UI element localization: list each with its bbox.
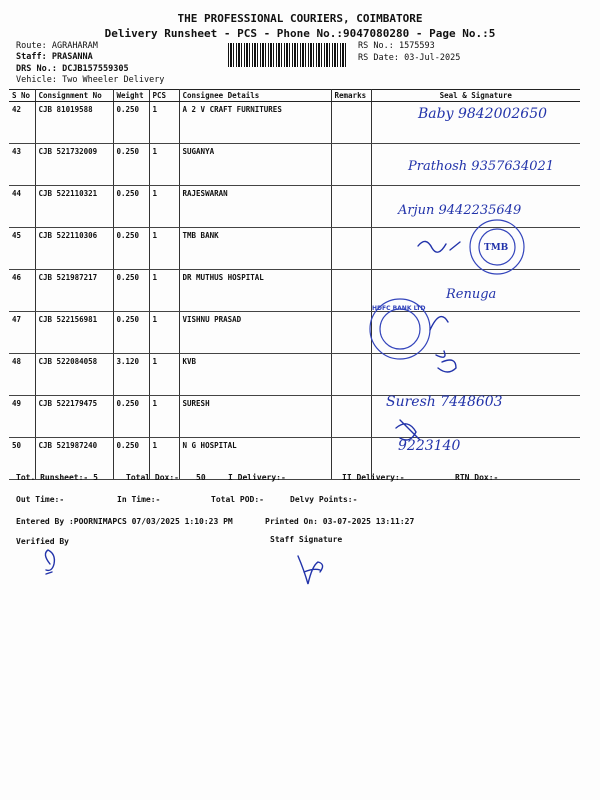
cell-sno: 46: [9, 270, 35, 312]
cell-pcs: 1: [149, 228, 179, 270]
cell-pcs: 1: [149, 312, 179, 354]
cell-consignee: SUGANYA: [179, 144, 331, 186]
drs-label: DRS No.:: [16, 64, 57, 74]
scribble-row-45: [418, 241, 460, 252]
cell-consignee: RAJESWARAN: [179, 186, 331, 228]
cell-weight: 0.250: [113, 144, 149, 186]
cell-sno: 45: [9, 228, 35, 270]
cell-weight: 0.250: [113, 228, 149, 270]
rs-no-value: 1575593: [398, 41, 435, 51]
staff-label: Staff:: [16, 52, 47, 62]
cell-consignee: A 2 V CRAFT FURNITURES: [179, 102, 331, 144]
vehicle-label: Vehicle:: [16, 75, 57, 85]
cell-sno: 50: [9, 438, 35, 480]
signature-row-46: Renuga: [446, 287, 497, 302]
rs-no-label: RS No.:: [358, 41, 394, 51]
cell-weight: 0.250: [113, 438, 149, 480]
printed-on: Printed On: 03-07-2025 13:11:27: [265, 517, 415, 526]
staff-signature: Staff Signature: [270, 535, 343, 544]
total-dox-value: 50: [196, 473, 206, 482]
cell-consignee: TMB BANK: [179, 228, 331, 270]
cell-consignment-no: CJB 522156981: [35, 312, 113, 354]
cell-consignment-no: CJB 522084058: [35, 354, 113, 396]
cell-sno: 44: [9, 186, 35, 228]
rs-date-value: 03-Jul-2025: [404, 53, 461, 63]
delvy-points: Delvy Points:-: [290, 495, 358, 504]
signature-row-43: Prathosh 9357634021: [408, 159, 555, 174]
staff-value: PRASANNA: [51, 52, 93, 62]
verified-signature-icon: [45, 550, 54, 574]
cell-consignee: VISHNU PRASAD: [179, 312, 331, 354]
col-sno: S No: [9, 90, 35, 102]
cell-pcs: 1: [149, 438, 179, 480]
cell-consignee: KVB: [179, 354, 331, 396]
total-pod: Total POD:-: [211, 495, 264, 504]
cell-consignee: N G HOSPITAL: [179, 438, 331, 480]
scribble-row-47: [430, 317, 448, 358]
cell-sno: 43: [9, 144, 35, 186]
staff-signature-icon: [298, 556, 323, 584]
cell-pcs: 1: [149, 396, 179, 438]
cell-weight: 0.250: [113, 396, 149, 438]
rtn-dox: RTN Dox:-: [455, 473, 499, 482]
cell-consignment-no: CJB 521987240: [35, 438, 113, 480]
cell-sno: 47: [9, 312, 35, 354]
scribble-row-50: [396, 420, 420, 440]
stamp-hdfc-inner-icon: [380, 309, 420, 349]
cell-sno: 49: [9, 396, 35, 438]
total-dox-label: Total Dox:-: [126, 473, 179, 482]
signature-row-49: Suresh 7448603: [386, 394, 503, 410]
col-pcs: PCS: [149, 90, 179, 102]
verified-by: Verified By: [16, 537, 69, 546]
company-title: THE PROFESSIONAL COURIERS, COIMBATORE: [177, 12, 423, 25]
entered-by: Entered By :POORNIMAPCS 07/03/2025 1:10:23 PM: [16, 517, 233, 526]
col-consignee: Consignee Details: [179, 90, 331, 102]
route-label: Route:: [16, 41, 47, 51]
stamp-hdfc-text: HDFC BANK LTD: [372, 305, 426, 312]
signature-row-44: Arjun 9442235649: [398, 203, 522, 218]
cell-pcs: 1: [149, 144, 179, 186]
col-weight: Weight: [113, 90, 149, 102]
cell-pcs: 1: [149, 102, 179, 144]
cell-pcs: 1: [149, 354, 179, 396]
cell-pcs: 1: [149, 186, 179, 228]
cell-consignment-no: CJB 521987217: [35, 270, 113, 312]
cell-weight: 0.250: [113, 102, 149, 144]
cell-weight: 3.120: [113, 354, 149, 396]
rs-date-label: RS Date:: [358, 53, 399, 63]
cell-consignment-no: CJB 521732009: [35, 144, 113, 186]
signature-row-42: Baby 9842002650: [418, 106, 548, 122]
cell-consignment-no: CJB 522110306: [35, 228, 113, 270]
col-seal-signature: Seal & Signature: [371, 90, 580, 102]
cell-consignment-no: CJB 81019588: [35, 102, 113, 144]
cell-sno: 48: [9, 354, 35, 396]
drs-value: DCJB157559305: [62, 64, 129, 74]
cell-weight: 0.250: [113, 186, 149, 228]
signature-row-50: 9223140: [398, 438, 461, 454]
ii-delivery: II Delivery:-: [342, 473, 405, 482]
cell-consignment-no: CJB 522110321: [35, 186, 113, 228]
cell-consignee: SURESH: [179, 396, 331, 438]
tot-runsheet: Tot. Runsheet:- 5: [16, 473, 98, 482]
vehicle-value: Two Wheeler Delivery: [62, 75, 165, 85]
cell-consignment-no: CJB 522179475: [35, 396, 113, 438]
cell-pcs: 1: [149, 270, 179, 312]
cell-weight: 0.250: [113, 270, 149, 312]
in-time: In Time:-: [117, 495, 161, 504]
stamp-tmb-text: TMB: [484, 243, 509, 253]
route-value: AGRAHARAM: [51, 41, 98, 51]
cell-sno: 42: [9, 102, 35, 144]
cell-consignee: DR MUTHUS HOSPITAL: [179, 270, 331, 312]
out-time: Out Time:-: [16, 495, 65, 504]
col-remarks: Remarks: [331, 90, 371, 102]
i-delivery: I Delivery:-: [228, 473, 286, 482]
scribble-row-48: [438, 360, 456, 372]
cell-weight: 0.250: [113, 312, 149, 354]
col-consignment: Consignment No: [35, 90, 113, 102]
runsheet-subtitle: Delivery Runsheet - PCS - Phone No.:9047080280 - Page No.:5: [104, 27, 496, 40]
